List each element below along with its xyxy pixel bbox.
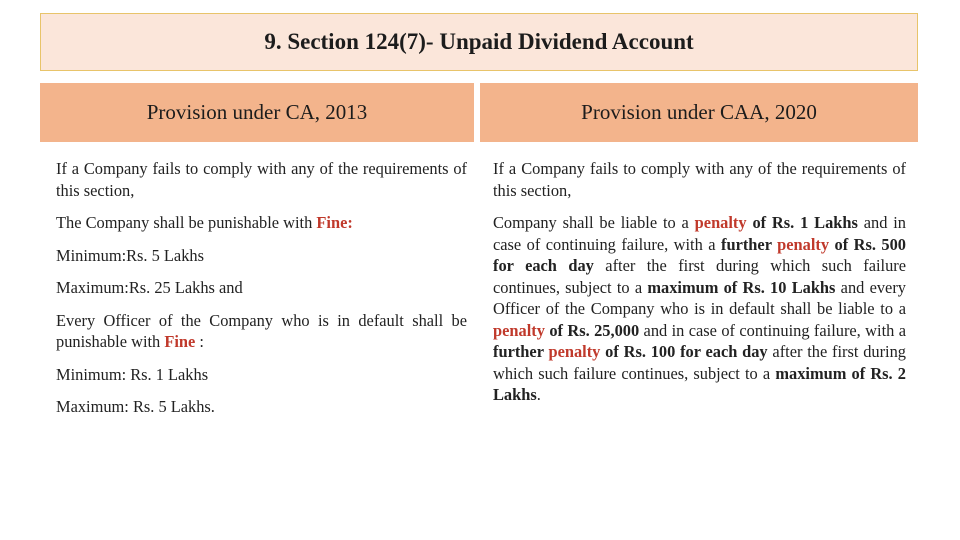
ca-officer-punishment-colon: :	[195, 332, 204, 351]
text-segment: .	[536, 385, 541, 404]
ca-officer-punishment-text: Every Officer of the Company who is in default shall be punishable with	[56, 310, 467, 351]
ca-company-punishment	[56, 212, 467, 234]
fine-label: Fine	[164, 332, 196, 351]
penalty-label: penalty	[694, 213, 747, 232]
slide-title: 9. Section 124(7)- Unpaid Dividend Account	[40, 13, 918, 71]
header-caa-2020: Provision under CAA, 2020	[480, 83, 918, 142]
penalty-label: penalty	[777, 234, 830, 254]
penalty-label: penalty	[548, 342, 601, 361]
caa-penalty-text	[493, 212, 906, 406]
further-text: further	[721, 234, 778, 254]
ca-company-maximum: Maximum:Rs. 25 Lakhs and	[56, 278, 243, 297]
ca-officer-punishment	[56, 310, 467, 353]
header-ca-2013: Provision under CA, 2013	[40, 83, 474, 142]
ca-2013-column	[56, 158, 467, 418]
text-segment: Company shall be liable to a	[493, 213, 695, 232]
ca-company-punishment-text: The Company shall be punishable with	[56, 213, 317, 232]
text-segment: and in case of continuing failure, with a	[493, 213, 906, 254]
amount-text: of Rs. 25,000	[544, 320, 640, 340]
maximum-text: maximum of Rs. 2 Lakhs	[493, 363, 906, 404]
text-segment: after the first during which such failure continues, subject to a	[493, 256, 907, 297]
ca-company-minimum: Minimum:Rs. 5 Lakhs	[56, 245, 204, 265]
further-text: further	[493, 342, 549, 361]
amount-text: of Rs. 500 for each day	[493, 234, 906, 275]
ca-condition-text: If a Company fails to comply with any of the requirements of this section,	[56, 159, 467, 200]
penalty-label: penalty	[493, 320, 545, 340]
text-segment: and every Officer of the Company who is in default shall be liable to a	[493, 277, 906, 318]
caa-condition-text: If a Company fails to comply with any of the requirements of this section,	[493, 159, 906, 200]
ca-officer-maximum: Maximum: Rs. 5 Lakhs.	[56, 397, 215, 416]
text-segment: after the first during which such failure continues, subject to a	[493, 342, 907, 383]
fine-label: Fine:	[316, 213, 353, 232]
text-segment: and in case of continuing failure, with a	[639, 320, 906, 340]
amount-text: of Rs. 100 for each day	[600, 342, 768, 361]
maximum-text: maximum of Rs. 10 Lakhs	[647, 277, 836, 297]
caa-2020-column	[493, 158, 906, 406]
amount-text: of Rs. 1 Lakhs	[746, 213, 858, 232]
ca-officer-minimum: Minimum: Rs. 1 Lakhs	[56, 364, 209, 384]
